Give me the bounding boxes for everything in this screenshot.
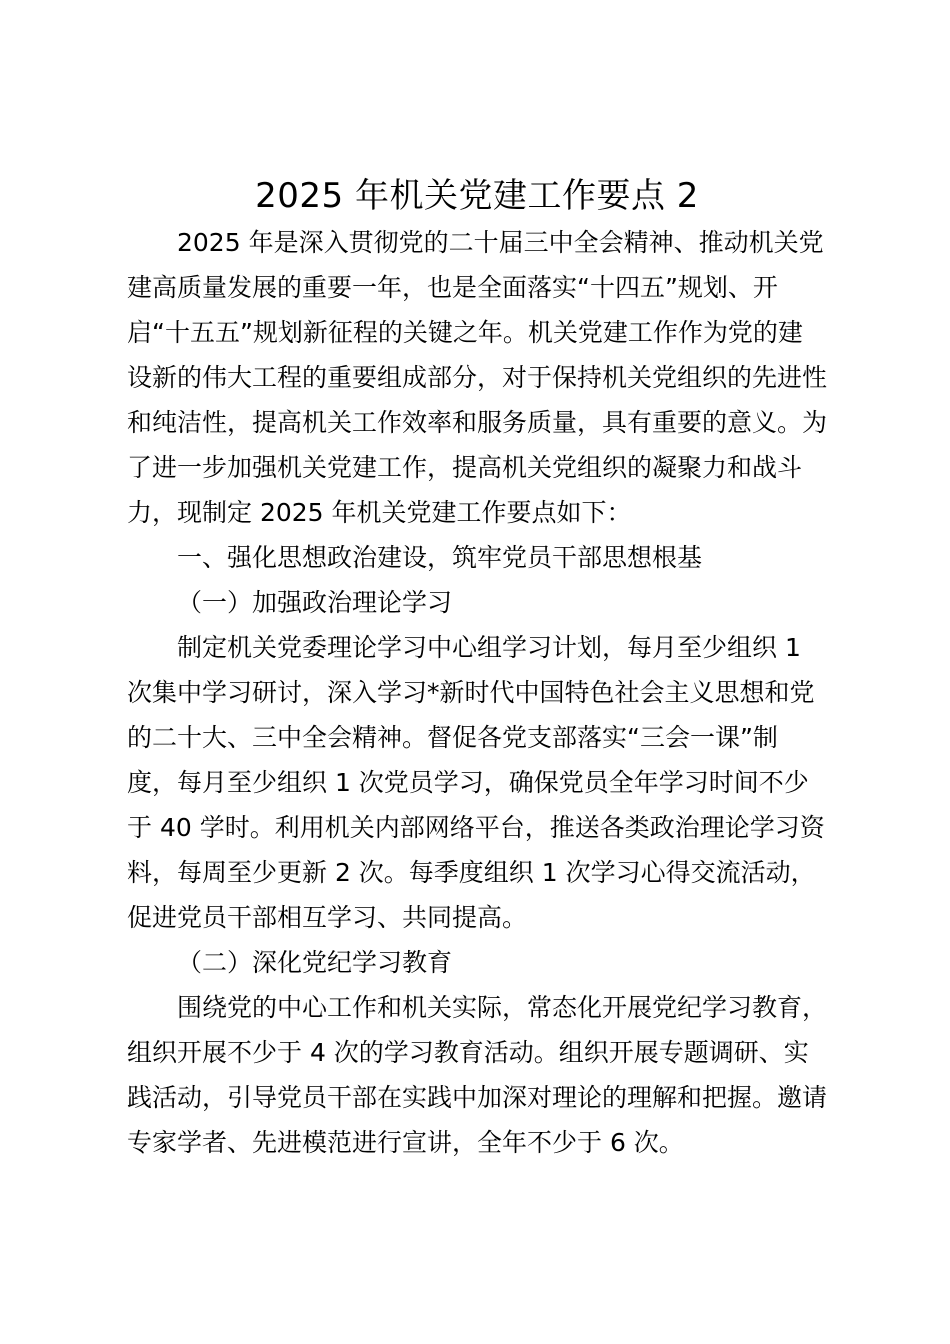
document-title: 2025 年机关党建工作要点 2 [255,176,699,216]
subsection-heading-1-1: （一）加强政治理论学习 [177,588,453,617]
subsection-body-1-1: 制定机关党委理论学习中心组学习计划，每月至少组织 1 次集中学习研讨，深入学习*新时代中国特色社会主义思想和党的二十大、三中全会精神。督促各党支部落实“三会一课”制度，每月至少组织 1 次党员学习，确保党员全年学习时间不少于 40 学时。利用机关内部网络平台，推送各类政治理论学习资料，每周至少更新 2 次。每季度组织 1 次学习心得交流活动，促进党员干部相互学习、共同提高。 [127,633,825,932]
section-heading-1: 一、强化思想政治建设，筑牢党员干部思想根基 [177,543,703,572]
intro-paragraph: 2025 年是深入贯彻党的二十届三中全会精神、推动机关党建高质量发展的重要一年，也是全面落实“十四五”规划、开启“十五五”规划新征程的关键之年。机关党建工作作为党的建设新的伟大工程的重要组成部分，对于保持机关党组织的先进性和纯洁性，提高机关工作效率和服务质量，具有重要的意义。为了进一步加强机关党建工作，提高机关党组织的凝聚力和战斗力，现制定 2025 年机关党建工作要点如下： [127,228,828,527]
subsection-body-1-2: 围绕党的中心工作和机关实际，常态化开展党纪学习教育，组织开展不少于 4 次的学习教育活动。组织开展专题调研、实践活动，引导党员干部在实践中加深对理论的理解和把握。邀请专家学者、先进模范进行宣讲，全年不少于 6 次。 [127,993,828,1157]
document-body [127,172,827,1165]
subsection-heading-1-2: （二）深化党纪学习教育 [177,948,453,977]
